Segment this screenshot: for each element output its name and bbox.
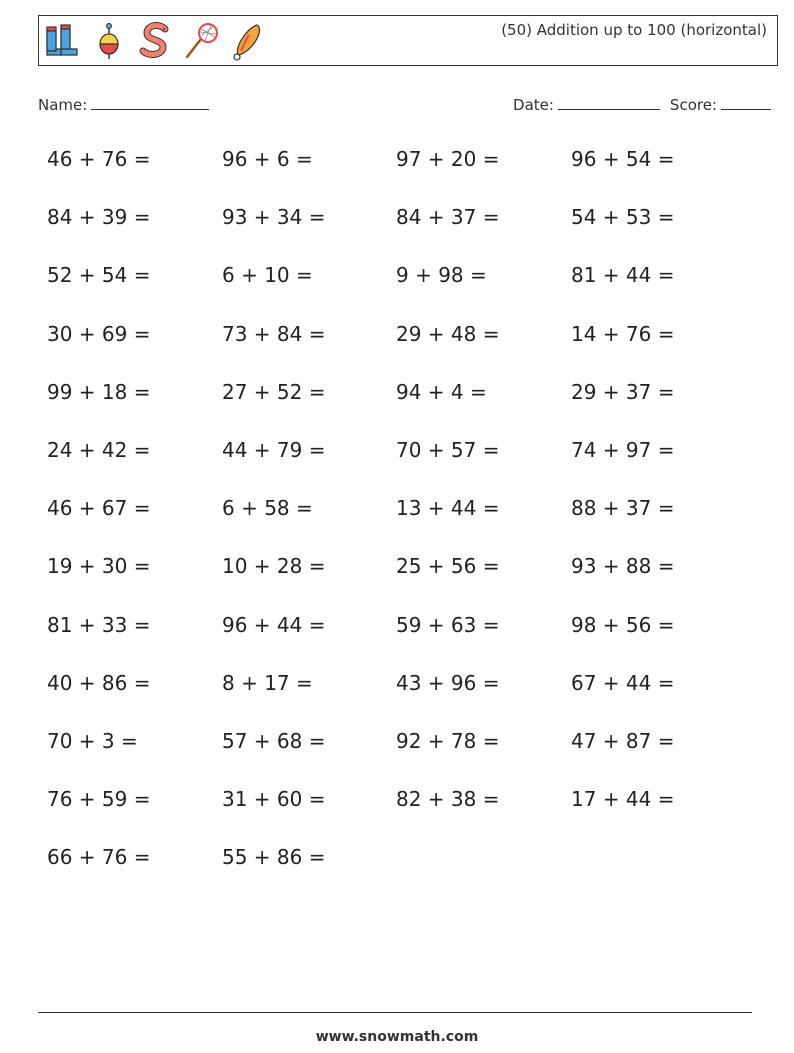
problem-item: 46 + 76 = [47,147,151,171]
problem-item: 92 + 78 = [396,729,500,753]
footer-divider [38,1012,752,1013]
problem-item: 6 + 58 = [222,496,313,521]
problem-item: 81 + 33 = [47,612,151,637]
problem-item: 96 + 44 = [222,612,326,637]
problem-item: 29 + 37 = [571,379,675,404]
problem-item: 19 + 30 = [47,554,151,579]
problem-item: 54 + 53 = [571,205,675,230]
problem-item: 30 + 69 = [47,321,151,346]
problem-item: 10 + 28 = [222,554,326,579]
problem-item: 76 + 59 = [47,787,151,812]
worksheet-title: (50) Addition up to 100 (horizontal) [501,21,767,39]
problem-item: 40 + 86 = [47,670,151,695]
problem-item: 6 + 10 = [222,263,313,288]
problem-item: 96 + 6 = [222,147,313,171]
name-label: Name: [38,96,88,114]
problem-item: 46 + 67 = [47,496,151,521]
problem-item: 31 + 60 = [222,787,326,812]
problem-item: 88 + 37 = [571,496,675,521]
problem-item: 98 + 56 = [571,612,675,637]
problem-item: 84 + 39 = [47,205,151,230]
problem-item: 44 + 79 = [222,438,326,462]
problem-item: 81 + 44 = [571,263,675,288]
problem-item: 25 + 56 = [396,554,500,579]
problem-item: 70 + 57 = [396,438,500,462]
problem-item: 74 + 97 = [571,438,675,462]
problem-item: 96 + 54 = [571,147,675,171]
problem-item: 70 + 3 = [47,729,138,753]
problem-item: 14 + 76 = [571,321,675,346]
problem-item: 27 + 52 = [222,379,326,404]
problem-item: 9 + 98 = [396,263,487,288]
problem-item: 94 + 4 = [396,379,487,404]
problem-item: 57 + 68 = [222,729,326,753]
problem-item: 24 + 42 = [47,438,151,462]
problem-item: 84 + 37 = [396,205,500,230]
problem-item: 93 + 88 = [571,554,675,579]
problem-item: 13 + 44 = [396,496,500,521]
problem-item: 55 + 86 = [222,845,326,870]
date-label: Date: [513,96,554,114]
problem-item: 66 + 76 = [47,845,151,870]
problem-item: 67 + 44 = [571,670,675,695]
problem-item: 43 + 96 = [396,670,500,695]
problem-item: 59 + 63 = [396,612,500,637]
problem-item: 73 + 84 = [222,321,326,346]
problem-item: 97 + 20 = [396,147,500,171]
problem-item: 52 + 54 = [47,263,151,288]
footer-website: www.snowmath.com [315,1029,479,1045]
score-label: Score: [669,96,717,114]
problem-item: 17 + 44 = [571,787,675,812]
problem-item: 29 + 48 = [396,321,500,346]
problem-item: 8 + 17 = [222,670,313,695]
problem-item: 82 + 38 = [396,787,500,812]
problem-item: 93 + 34 = [222,205,326,230]
problem-item: 47 + 87 = [571,729,675,753]
problem-item: 99 + 18 = [47,379,151,404]
